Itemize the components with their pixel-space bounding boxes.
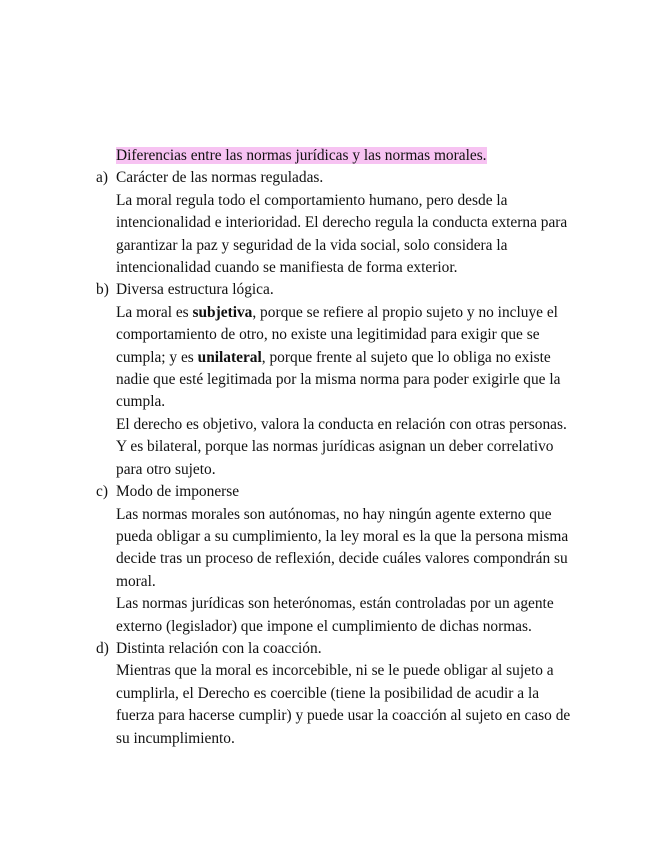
list-item-d [96, 638, 576, 750]
item-paragraph: Las normas morales son autónomas, no hay ningún agente externo que pueda obligar a su cumplimiento, la ley moral es la que la persona misma decide tras un proceso de reflexión, decide cuáles valores compondrán su moral. [116, 505, 569, 590]
list-marker: c) [96, 483, 108, 501]
item-paragraph: Las normas jurídicas son heterónomas, están controladas por un agente externo (legislador) que impone el cumplimiento de dichas normas. [116, 595, 554, 635]
text-run: La moral es [116, 303, 193, 321]
highlighted-title: Diferencias entre las normas jurídicas y las normas morales. [116, 147, 487, 164]
item-heading: Diversa estructura lógica. [116, 281, 274, 299]
item-heading: Distinta relación con la coacción. [116, 639, 322, 657]
list-item-c [96, 481, 576, 638]
list-marker: d) [96, 639, 109, 657]
text-run: , porque se refiere al propio sujeto y no incluye el comportamiento de otro, no existe una legitimidad para exigir que se cumpla; y es [116, 303, 558, 366]
list-item-b [96, 279, 576, 481]
item-heading: Carácter de las normas reguladas. [116, 169, 324, 187]
document-body [96, 145, 576, 750]
bold-term-subjetiva: subjetiva [192, 303, 253, 321]
item-paragraph: La moral regula todo el comportamiento humano, pero desde la intencionalidad e interioridad. El derecho regula la conducta externa para garantizar la paz y seguridad de la vida social, solo considera la intencionalidad cuando se manifiesta de forma exterior. [116, 191, 568, 277]
item-paragraph: Mientras que la moral es incorcebible, ni se le puede obligar al sujeto a cumplirla, el Derecho es coercible (tiene la posibilidad de acudir a la fuerza para hacerse cumplir) y puede usar la coacción al sujeto en caso de su incumplimiento. [116, 662, 571, 747]
list-item-a [96, 167, 576, 279]
list-marker: a) [96, 169, 108, 187]
text-run: , porque frente al sujeto que lo obliga no existe nadie que esté legitimada por la misma norma para poder exigirle que la cumpla. [116, 348, 561, 411]
item-heading: Modo de imponerse [116, 483, 240, 501]
item-paragraph: El derecho es objetivo, valora la conducta en relación con otras personas. Y es bilateral, porque las normas jurídicas asignan un deber correlativo para otro sujeto. [116, 415, 567, 478]
item-paragraph [116, 302, 576, 414]
document-title [96, 145, 576, 167]
list-marker: b) [96, 281, 109, 299]
bold-term-unilateral: unilateral [197, 348, 262, 366]
